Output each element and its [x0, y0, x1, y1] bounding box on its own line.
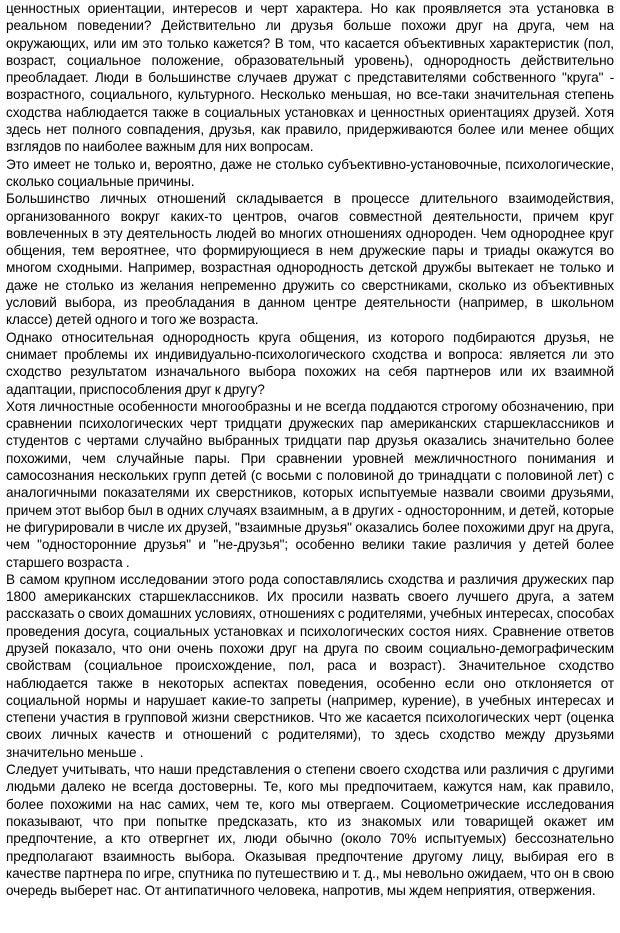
paragraph-7: Следует учитывать, что наши представления о степени своего сходства или различия с другими людьми далеко не всегда достоверны. Те, кого мы предпочитаем, кажутся нам, как правило, более похожими на нас самих, чем те, кого мы отвергаем. Социометрические исследования показывают, что при попытке предсказать, кто из знакомых или товарищей окажет им предпочтение, а кто отвергнет их, люди обычно (около 70% испытуемых) бессознательно предполагают взаимность выбора. Оказывая предпочтение другому лицу, выбирая его в качестве партнера по игре, спутника по путешествию и т. д., мы невольно ожидаем, что он в свою очередь выберет нас. От антипатичного человека, напротив, мы ждем неприятия, отвержения. — [6, 762, 614, 899]
paragraph-3: Большинство личных отношений складывается в процессе длительного взаимодействия, организованного вокруг каких-то центров, очагов совместной деятельности, причем круг вовлеченных в эту деятельность людей во многих отношениях однороден. Чем однороднее круг общения, тем вероятнее, что формирующиеся в нем дружеские пары и триады окажутся во многом сходными. Например, возрастная однородность детской дружбы вытекает не только и даже не столько из желания непременно дружить со сверстниками, сколько из объективных условий выбора, из преобладания в данном центре деятельности (например, в школьном классе) детей одного и того же возраста. — [6, 191, 614, 328]
paragraph-4: Однако относительная однородность круга общения, из которого подбираются друзья, не снимает проблемы их индивидуально-психологического сходства и вопроса: является ли это сходство результатом изначального выбора похожих на себя партнеров или их взаимной адаптации, приспособления друг к другу? — [6, 329, 614, 397]
paragraph-5: Хотя личностные особенности многообразны и не всегда поддаются строгому обозначению, при сравнении психологических черт тридцати дружеских пар американских старшеклассников и студентов с чертами случайно выбранных тридцати пар друзья оказались значительно более похожими, чем случайные пары. При сравнении уровней межличностного понимания и самосознания нескольких групп детей (с восьми с половиной до тринадцати с половиной лет) с аналогичными показателями их сверстников, которых испытуемые назвали своими друзьями, причем этот выбор был в одних случаях взаимным, а в других - односторонним, и детей, которые не фигурировали в числе их друзей, "взаимные друзья" оказались более похожими друг на друга, чем "односторонние друзья" и "не-друзья"; особенно велики такие различия у детей более старшего возраста . — [6, 398, 614, 570]
paragraph-6: В самом крупном исследовании этого рода сопоставлялись сходства и различия дружеских пар 1800 американских старшеклассников. Их просили назвать своего лучшего друга, а затем рассказать о своих домашних условиях, отношениях с родителями, учебных интересах, способах проведения досуга, социальных установках и психологических состоя ниях. Сравнение ответов друзей показало, что они очень похожи друг на друга по своим социально-демографическим свойствам (социальное происхождение, пол, раса и возраст). Значительное сходство наблюдается также в некоторых аспектах поведения, особенно если оно отклоняется от социальной нормы и нарушает какие-то запреты (например, курение), в учебных интересах и степени участия в групповой жизни сверстников. Что же касается психологических черт (оценка своих личных качеств и отношений с родителями), то здесь сходство между друзьями значительно меньше . — [6, 571, 614, 760]
paragraph-1: ценностных ориентации, интересов и черт характера. Но как проявляется эта установка в реальном поведении? Действительно ли друзья больше похожи друг на друга, чем на окружающих, или им это только кажется? В том, что касается объективных характеристик (пол, возраст, социальное положение, образовательный уровень), однородность действительно преобладает. Люди в большинстве случаев дружат с представителями собственного "круга" - возрастного, социального, культурного. Несколько меньшая, но все-таки значительная степень сходства наблюдается также в социальных установках и ценностных ориентациях друзей. Хотя здесь нет полного совпадения, друзья, как правило, придерживаются более или менее общих взглядов по наиболее важным для них вопросам. — [6, 1, 614, 155]
paragraph-2: Это имеет не только и, вероятно, даже не столько субъективно-установочные, психологические, сколько социальные причины. — [6, 156, 614, 189]
